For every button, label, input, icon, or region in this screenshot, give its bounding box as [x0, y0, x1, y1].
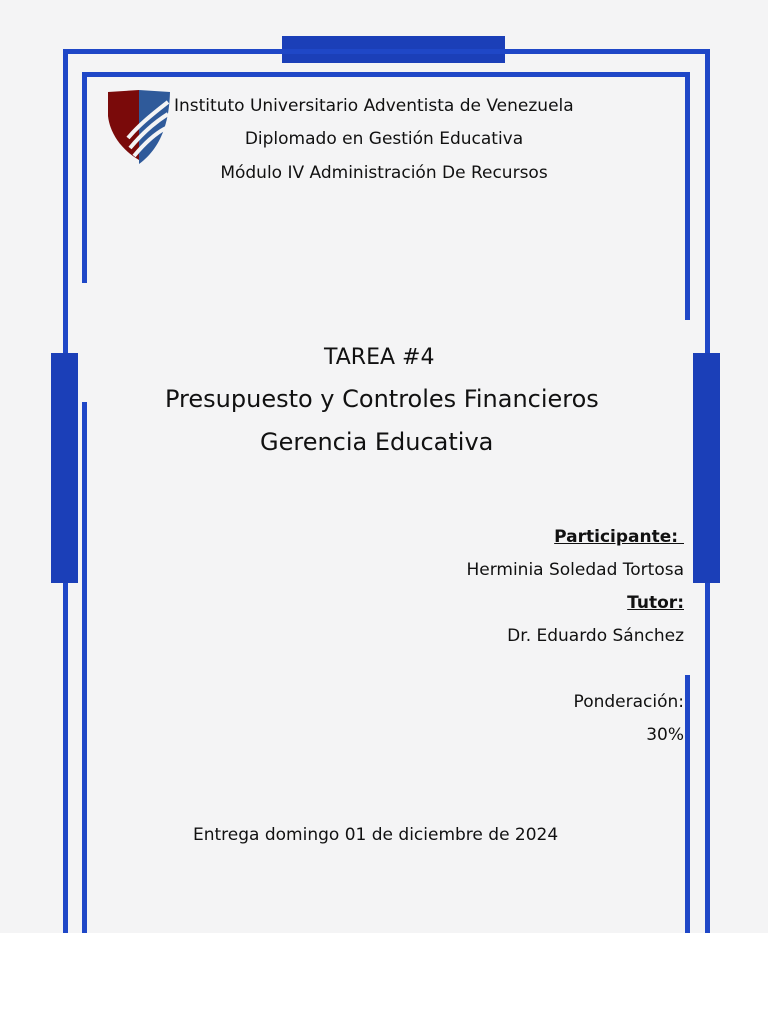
weighting-value: 30% — [646, 725, 684, 745]
delivery-date: Entrega domingo 01 de diciembre de 2024 — [193, 825, 559, 845]
institution-name: Instituto Universitario Adventista de Venezuela — [174, 96, 574, 116]
participant-label: Participante: — [554, 527, 684, 547]
frame-left-tab — [51, 353, 78, 583]
weighting-label: Ponderación: — [573, 692, 684, 712]
assignment-title: Presupuesto y Controles Financieros — [165, 385, 599, 413]
frame-inner-right-top — [685, 72, 690, 320]
frame-inner-right-bottom — [685, 675, 690, 933]
frame-inner-top — [82, 72, 690, 77]
page-bottom-margin — [0, 933, 768, 1024]
tutor-name: Dr. Eduardo Sánchez — [507, 626, 684, 646]
participant-name: Herminia Soledad Tortosa — [466, 560, 684, 580]
program-name: Diplomado en Gestión Educativa — [244, 129, 524, 149]
shield-logo-icon — [106, 88, 172, 166]
assignment-number: TAREA #4 — [324, 345, 435, 370]
frame-outer-top — [63, 49, 710, 54]
frame-right-tab — [693, 353, 720, 583]
assignment-subject: Gerencia Educativa — [260, 428, 494, 456]
frame-inner-left-bottom — [82, 402, 87, 933]
module-name: Módulo IV Administración De Recursos — [220, 163, 548, 183]
tutor-label: Tutor: — [627, 593, 684, 613]
